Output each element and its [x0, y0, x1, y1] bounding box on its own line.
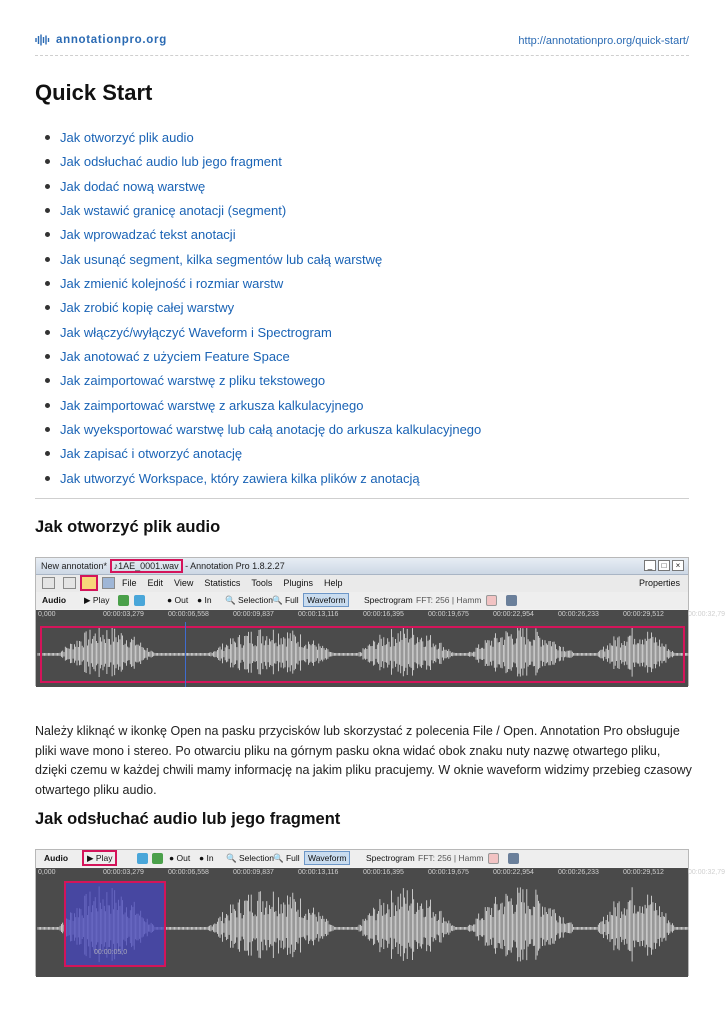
bullet	[45, 330, 50, 335]
section-heading-open-audio: Jak otworzyć plik audio	[35, 518, 221, 536]
minimize-icon[interactable]: _	[644, 560, 656, 571]
bullet	[45, 403, 50, 408]
zoom-full-button[interactable]: 🔍 Full	[272, 595, 299, 605]
section-divider	[35, 498, 689, 499]
bullet	[45, 354, 50, 359]
loop-icon[interactable]	[118, 595, 129, 606]
stop-icon[interactable]	[152, 853, 163, 864]
properties-button[interactable]: Properties	[638, 578, 680, 588]
ruler-tick-label: 00:00:16,395	[363, 611, 404, 618]
toc-link[interactable]: Jak wprowadzać tekst anotacji	[60, 227, 236, 243]
audio-label: Audio	[42, 595, 67, 605]
ruler-tick-label: 00:00:26,233	[558, 611, 599, 618]
ruler-tick-label: 00:00:26,233	[558, 869, 599, 876]
time-ruler	[36, 868, 725, 880]
waveform-logo-icon	[35, 34, 51, 46]
toc-link[interactable]: Jak zapisać i otworzyć anotację	[60, 446, 243, 462]
play-button[interactable]: ▶ Play	[84, 595, 110, 605]
toc-link[interactable]: Jak włączyć/wyłączyć Waveform i Spectrogram	[60, 324, 332, 340]
camera-icon[interactable]	[508, 853, 519, 864]
menu-tools[interactable]: Tools	[251, 578, 273, 588]
audio-label: Audio	[44, 853, 69, 863]
toc-link[interactable]: Jak zaimportować warstwę z pliku tekstowego	[60, 373, 326, 389]
fft-select[interactable]: FFT: 256 | Hamm	[418, 853, 484, 863]
menu-plugins[interactable]: Plugins	[283, 578, 313, 588]
ruler-tick-label: 00:00:09,837	[233, 611, 274, 618]
ruler-tick-label: 0,000	[38, 611, 56, 618]
close-icon[interactable]: ×	[672, 560, 684, 571]
toc-item[interactable]	[45, 178, 481, 202]
menu-help[interactable]: Help	[323, 578, 343, 588]
camera-icon[interactable]	[506, 595, 517, 606]
bullet	[45, 427, 50, 432]
open-file-name: ♪1AE_0001.wav	[110, 559, 183, 573]
toc-link[interactable]: Jak otworzyć plik audio	[60, 130, 194, 145]
ruler-tick-label: 00:00:13,116	[298, 869, 339, 876]
ruler-tick-label: 00:00:32,79	[688, 611, 725, 618]
brand-name[interactable]: annotationpro.org	[56, 34, 167, 46]
toc-item[interactable]	[45, 275, 481, 299]
playback-cursor	[185, 622, 186, 687]
ruler-tick-label: 00:00:22,954	[493, 869, 534, 876]
bullet	[45, 257, 50, 262]
toc-link[interactable]: Jak usunąć segment, kilka segmentów lub całą warstwę	[60, 251, 383, 267]
waveform-highlight	[40, 626, 685, 683]
audio-toolbar	[36, 850, 688, 867]
ruler-tick-label: 00:00:09,837	[233, 869, 274, 876]
ruler-tick-label: 00:00:06,558	[168, 869, 209, 876]
menu-edit[interactable]: Edit	[147, 578, 164, 588]
header-divider	[35, 55, 689, 56]
new-doc-icon[interactable]	[63, 577, 76, 589]
toc-item[interactable]	[45, 372, 481, 396]
zoom-in-button[interactable]: ● In	[199, 853, 214, 863]
waveform-toggle[interactable]: Waveform	[303, 593, 349, 607]
toc-item[interactable]	[45, 299, 481, 323]
app-menubar	[36, 575, 688, 592]
toc-link[interactable]: Jak zaimportować warstwę z arkusza kalkulacyjnego	[60, 397, 364, 413]
window-app-name: - Annotation Pro 1.8.2.27	[185, 561, 285, 571]
zoom-full-button[interactable]: 🔍 Full	[273, 853, 300, 863]
brand[interactable]	[35, 34, 167, 46]
bullet	[45, 378, 50, 383]
ruler-tick-label: 00:00:19,675	[428, 869, 469, 876]
settings-icon[interactable]	[488, 853, 499, 864]
ruler-tick-label: 00:00:29,512	[623, 869, 664, 876]
bullet	[45, 232, 50, 237]
window-title: New annotation*	[41, 561, 108, 571]
waveform-panel[interactable]	[36, 622, 688, 687]
toc-link[interactable]: Jak wstawić granicę anotacji (segment)	[60, 203, 287, 219]
spectrogram-toggle[interactable]: Spectrogram	[366, 853, 415, 863]
ruler-tick-label: 00:00:03,279	[103, 611, 144, 618]
app-screenshot-open	[35, 557, 725, 686]
toc-link[interactable]: Jak zrobić kopię całej warstwy	[60, 300, 235, 316]
bullet	[45, 208, 50, 213]
ruler-tick-label: 00:00:13,116	[298, 611, 339, 618]
toc-item[interactable]	[45, 397, 481, 421]
selection-time-label: 00:00:05,0	[94, 949, 128, 956]
toc-link[interactable]: Jak anotować z użyciem Feature Space	[60, 349, 290, 365]
new-file-icon[interactable]	[42, 577, 55, 589]
toc-link[interactable]: Jak wyeksportować warstwę lub całą anotację do arkusza kalkulacyjnego	[60, 422, 482, 438]
stop-icon[interactable]	[134, 595, 145, 606]
bullet	[45, 281, 50, 286]
toc-item[interactable]	[45, 445, 481, 469]
toc-link[interactable]: Jak zmienić kolejność i rozmiar warstw	[60, 276, 284, 292]
fft-select[interactable]: FFT: 256 | Hamm	[416, 595, 482, 605]
zoom-in-button[interactable]: ● In	[197, 595, 212, 605]
audio-toolbar	[36, 592, 688, 609]
ruler-tick-label: 00:00:16,395	[363, 869, 404, 876]
ruler-tick-label: 00:00:06,558	[168, 611, 209, 618]
open-folder-icon[interactable]	[80, 575, 98, 591]
save-icon[interactable]	[102, 577, 115, 589]
toc-item[interactable]	[45, 202, 481, 226]
toc-item[interactable]	[45, 129, 481, 153]
bullet	[45, 159, 50, 164]
app-screenshot-play	[35, 849, 725, 976]
menu-statistics[interactable]: Statistics	[204, 578, 241, 588]
toc-link[interactable]: Jak dodać nową warstwę	[60, 178, 206, 194]
section-heading-play-audio: Jak odsłuchać audio lub jego fragment	[35, 810, 341, 828]
menu-view[interactable]: View	[174, 578, 194, 588]
maximize-icon[interactable]: □	[658, 560, 670, 571]
toc-item[interactable]	[45, 421, 481, 445]
page-title: Quick Start	[35, 80, 153, 105]
zoom-out-button[interactable]: ● Out	[169, 853, 191, 863]
bullet	[45, 476, 50, 481]
toc-link[interactable]: Jak utworzyć Workspace, który zawiera kilka plików z anotacją	[60, 470, 420, 486]
section-paragraph: Należy kliknąć w ikonkę Open na pasku przycisków lub skorzystać z polecenia File / Open. Annotation Pro obsługuje pliki wave mono i stereo. Po otwarciu pliku na górnym pasku okna widać obok znaku nuty nazwę otwartego pliku, dzięki czemu w każdej chwili mamy informację na jakim pliku pracujemy. W oknie waveform widzimy przebieg czasowy otwartego pliku audio.	[35, 724, 692, 797]
page-header	[35, 34, 689, 56]
ruler-tick-label: 00:00:29,512	[623, 611, 664, 618]
app-titlebar	[36, 558, 688, 575]
time-ruler	[36, 610, 725, 622]
toc-item[interactable]	[45, 348, 481, 372]
ruler-tick-label: 0,000	[38, 869, 56, 876]
toc-item[interactable]	[45, 153, 481, 177]
bullet	[45, 305, 50, 310]
toc-item[interactable]	[45, 470, 481, 494]
play-button[interactable]: ▶ Play	[82, 850, 117, 866]
ruler-tick-label: 00:00:32,79	[688, 869, 725, 876]
toc-item[interactable]	[45, 251, 481, 275]
waveform-toggle[interactable]: Waveform	[304, 851, 350, 865]
ruler-tick-label: 00:00:19,675	[428, 611, 469, 618]
bullet	[45, 184, 50, 189]
selection-region[interactable]	[64, 881, 166, 967]
spectrogram-toggle[interactable]: Spectrogram	[364, 595, 413, 605]
toc-link[interactable]: Jak odsłuchać audio lub jego fragment	[60, 154, 282, 170]
zoom-selection-button[interactable]: 🔍 Selection	[226, 853, 274, 863]
table-of-contents	[45, 129, 481, 494]
toc-item[interactable]	[45, 226, 481, 250]
settings-icon[interactable]	[486, 595, 497, 606]
page-url-link[interactable]: http://annotationpro.org/quick-start/	[518, 35, 689, 47]
ruler-tick-label: 00:00:03,279	[103, 869, 144, 876]
ruler-tick-label: 00:00:22,954	[493, 611, 534, 618]
waveform-panel[interactable]	[36, 880, 688, 977]
zoom-selection-button[interactable]: 🔍 Selection	[225, 595, 273, 605]
bullet	[45, 451, 50, 456]
zoom-out-button[interactable]: ● Out	[167, 595, 189, 605]
toc-item[interactable]	[45, 324, 481, 348]
loop-icon[interactable]	[137, 853, 148, 864]
bullet	[45, 135, 50, 140]
menu-file[interactable]: File	[122, 578, 137, 588]
